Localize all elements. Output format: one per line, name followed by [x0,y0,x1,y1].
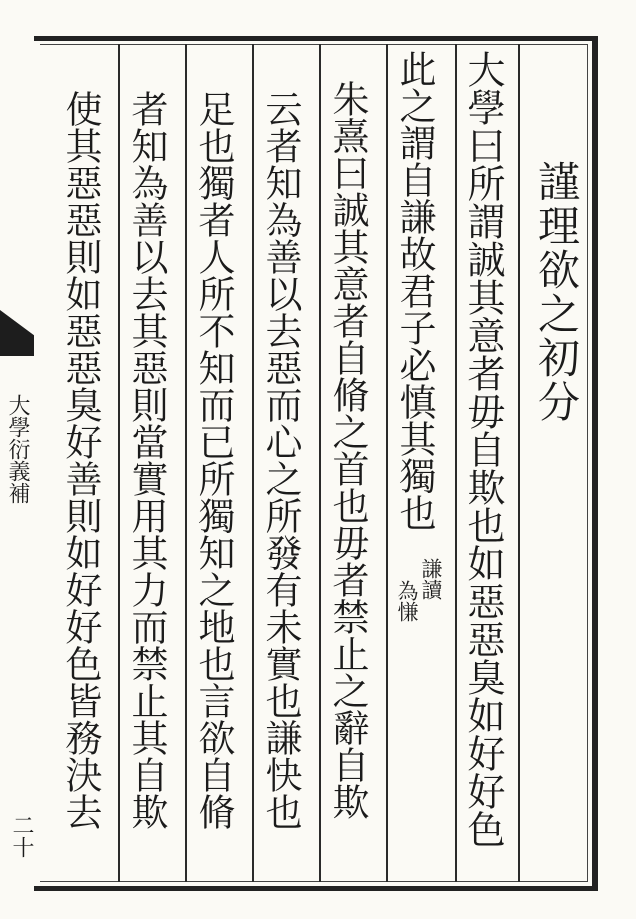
text-column-3: 朱熹曰誠其意者自脩之首也毋者禁止之辭自欺 [326,80,369,820]
column-rule [455,44,457,882]
text-column-5: 足也獨者人所不知而已所獨知之地也言欲自脩 [192,90,235,830]
text-column-4: 云者知為善以去惡而心之所發有未實也謙快也 [259,90,302,830]
text-column-7: 使其惡惡則如惡惡臭好善則如好好色皆務決去 [59,90,102,830]
text-column-2: 此之謂自謙故君子必慎其獨也 [393,50,436,531]
column-rule [319,44,321,882]
column-rule [118,44,120,882]
section-title: 謹理欲之初分 [532,160,581,424]
column-rule [518,44,520,882]
page-center-margin [0,44,40,882]
folio-number: 二十 [9,814,34,858]
column-rule [252,44,254,882]
annotation-left: 為慊 [395,580,420,622]
annotation-right: 謙讀 [419,558,444,600]
column-rule [185,44,187,882]
book-title-margin: 大學衍義補 [5,394,30,504]
text-column-1: 大學曰所謂誠其意者毋自欺也如惡惡臭如好好色 [461,50,505,848]
inner-border [40,44,588,882]
text-column-6: 者知為善以去其惡則當實用其力而禁止其自欺 [125,90,168,830]
fish-tail-mark [0,310,34,356]
column-rule [386,44,388,882]
